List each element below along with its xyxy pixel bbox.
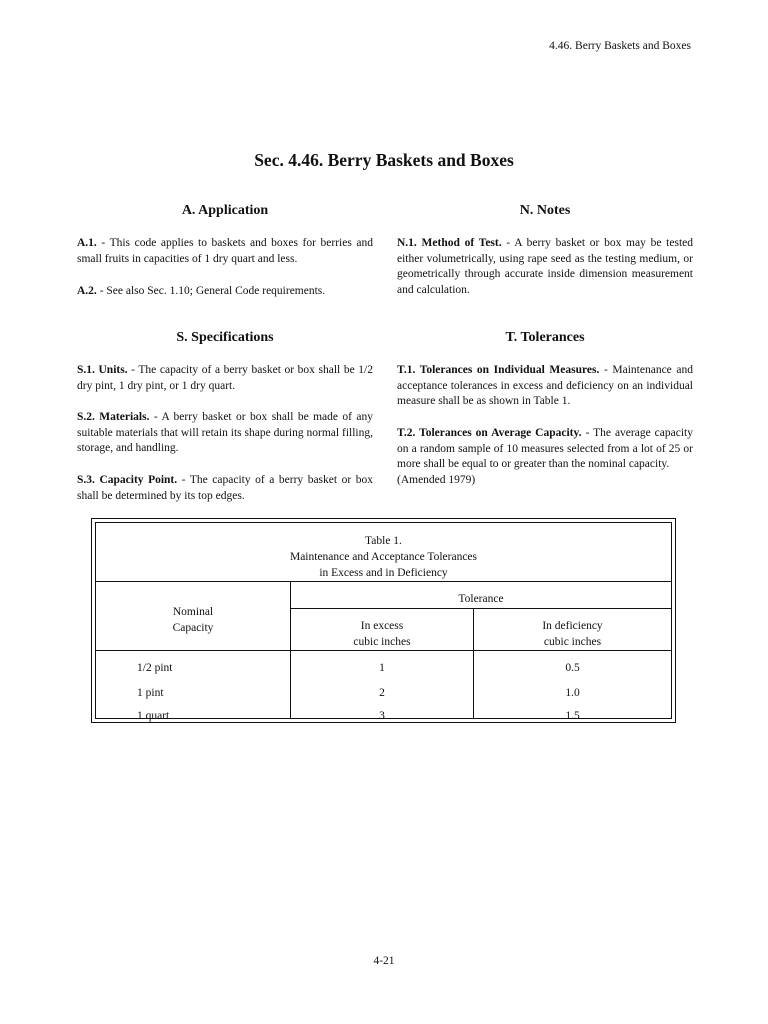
table-caption [96, 533, 671, 581]
row3-capacity: 1 quart [137, 710, 170, 722]
row1-capacity: 1/2 pint [137, 662, 173, 674]
header-nominal-capacity [96, 605, 290, 636]
label-t2: T.2. Tolerances on Average Capacity. [397, 427, 582, 439]
header-in-deficiency [474, 619, 671, 650]
header-excess-label: In excess [360, 620, 404, 632]
table-rule-header [96, 650, 671, 651]
heading-specifications: S. Specifications [176, 330, 274, 345]
label-a1: A.1. [77, 237, 97, 249]
text-a1: - This code applies to baskets and boxes for berries and small fruits in capacities of 1 dry quart and less. [77, 237, 373, 265]
paragraph-s3 [77, 473, 373, 504]
header-deficiency-unit: cubic inches [543, 635, 602, 648]
header-in-excess [291, 619, 473, 650]
row3-deficiency: 1.5 [565, 710, 580, 722]
paragraph-s1 [77, 363, 373, 394]
paragraph-a2 [77, 284, 373, 300]
label-t1: T.1. Tolerances on Individual Measures. [397, 364, 600, 376]
label-n1: N.1. Method of Test. [397, 237, 502, 249]
header-nominal: Nominal [172, 606, 214, 618]
label-s3: S.3. Capacity Point. [77, 474, 178, 486]
tolerance-table [91, 518, 676, 723]
row2-excess: 2 [379, 687, 385, 699]
paragraph-t2 [397, 426, 693, 489]
text-t2: - The average capacity on a random sample of 10 measures selected from a lot of 25 or more shall be equal to or greater than the nominal capacity. [397, 427, 693, 471]
label-s2: S.2. Materials. [77, 411, 150, 423]
text-n1: - A berry basket or box may be tested either volumetrically, using rape seed as the testing medium, or geometrically through accurate inside dimension measurement and calculation. [397, 237, 693, 297]
running-header: 4.46. Berry Baskets and Boxes [549, 40, 691, 52]
row1-excess: 1 [379, 662, 385, 674]
paragraph-s2 [77, 410, 373, 457]
row2-capacity: 1 pint [137, 687, 164, 699]
table-rule-tolerance [290, 608, 671, 609]
text-s1: - The capacity of a berry basket or box shall be 1/2 dry pint, 1 dry pint, or 1 dry quart. [77, 364, 373, 392]
paragraph-n1 [397, 236, 693, 299]
page-title: Sec. 4.46. Berry Baskets and Boxes [254, 150, 514, 170]
label-s1: S.1. Units. [77, 364, 128, 376]
tolerance-table-frame [95, 522, 672, 722]
heading-notes: N. Notes [519, 203, 571, 218]
row3-excess: 3 [379, 710, 385, 722]
heading-tolerances: T. Tolerances [505, 330, 585, 345]
text-s2: - A berry basket or box shall be made of any suitable materials that will retain its shape during normal filling, storage, and handling. [77, 411, 374, 455]
paragraph-a1 [77, 236, 373, 267]
table-rule-caption [96, 581, 671, 582]
paragraph-t1 [397, 363, 693, 410]
label-a2: A.2. [77, 285, 97, 297]
header-deficiency-label: In deficiency [542, 620, 603, 632]
heading-application: A. Application [181, 203, 269, 218]
table-caption-line2: Maintenance and Acceptance Tolerances [289, 551, 478, 563]
page-number: 4-21 [373, 955, 395, 967]
row2-deficiency: 1.0 [565, 687, 580, 699]
table-caption-line1: Table 1. [365, 535, 402, 547]
text-a2: - See also Sec. 1.10; General Code requirements. [96, 285, 326, 297]
header-capacity: Capacity [172, 621, 214, 634]
table-caption-line3: in Excess and in Deficiency [319, 567, 448, 579]
amended-note: (Amended 1979) [397, 474, 476, 487]
text-s3: - The capacity of a berry basket or box shall be determined by its top edges. [77, 474, 374, 502]
row1-deficiency: 0.5 [565, 662, 580, 674]
text-t1: - Maintenance and acceptance tolerances in excess and deficiency on an individual measure shall be as shown in Table 1. [397, 364, 693, 408]
header-excess-unit: cubic inches [353, 635, 411, 648]
header-tolerance: Tolerance [458, 593, 504, 605]
